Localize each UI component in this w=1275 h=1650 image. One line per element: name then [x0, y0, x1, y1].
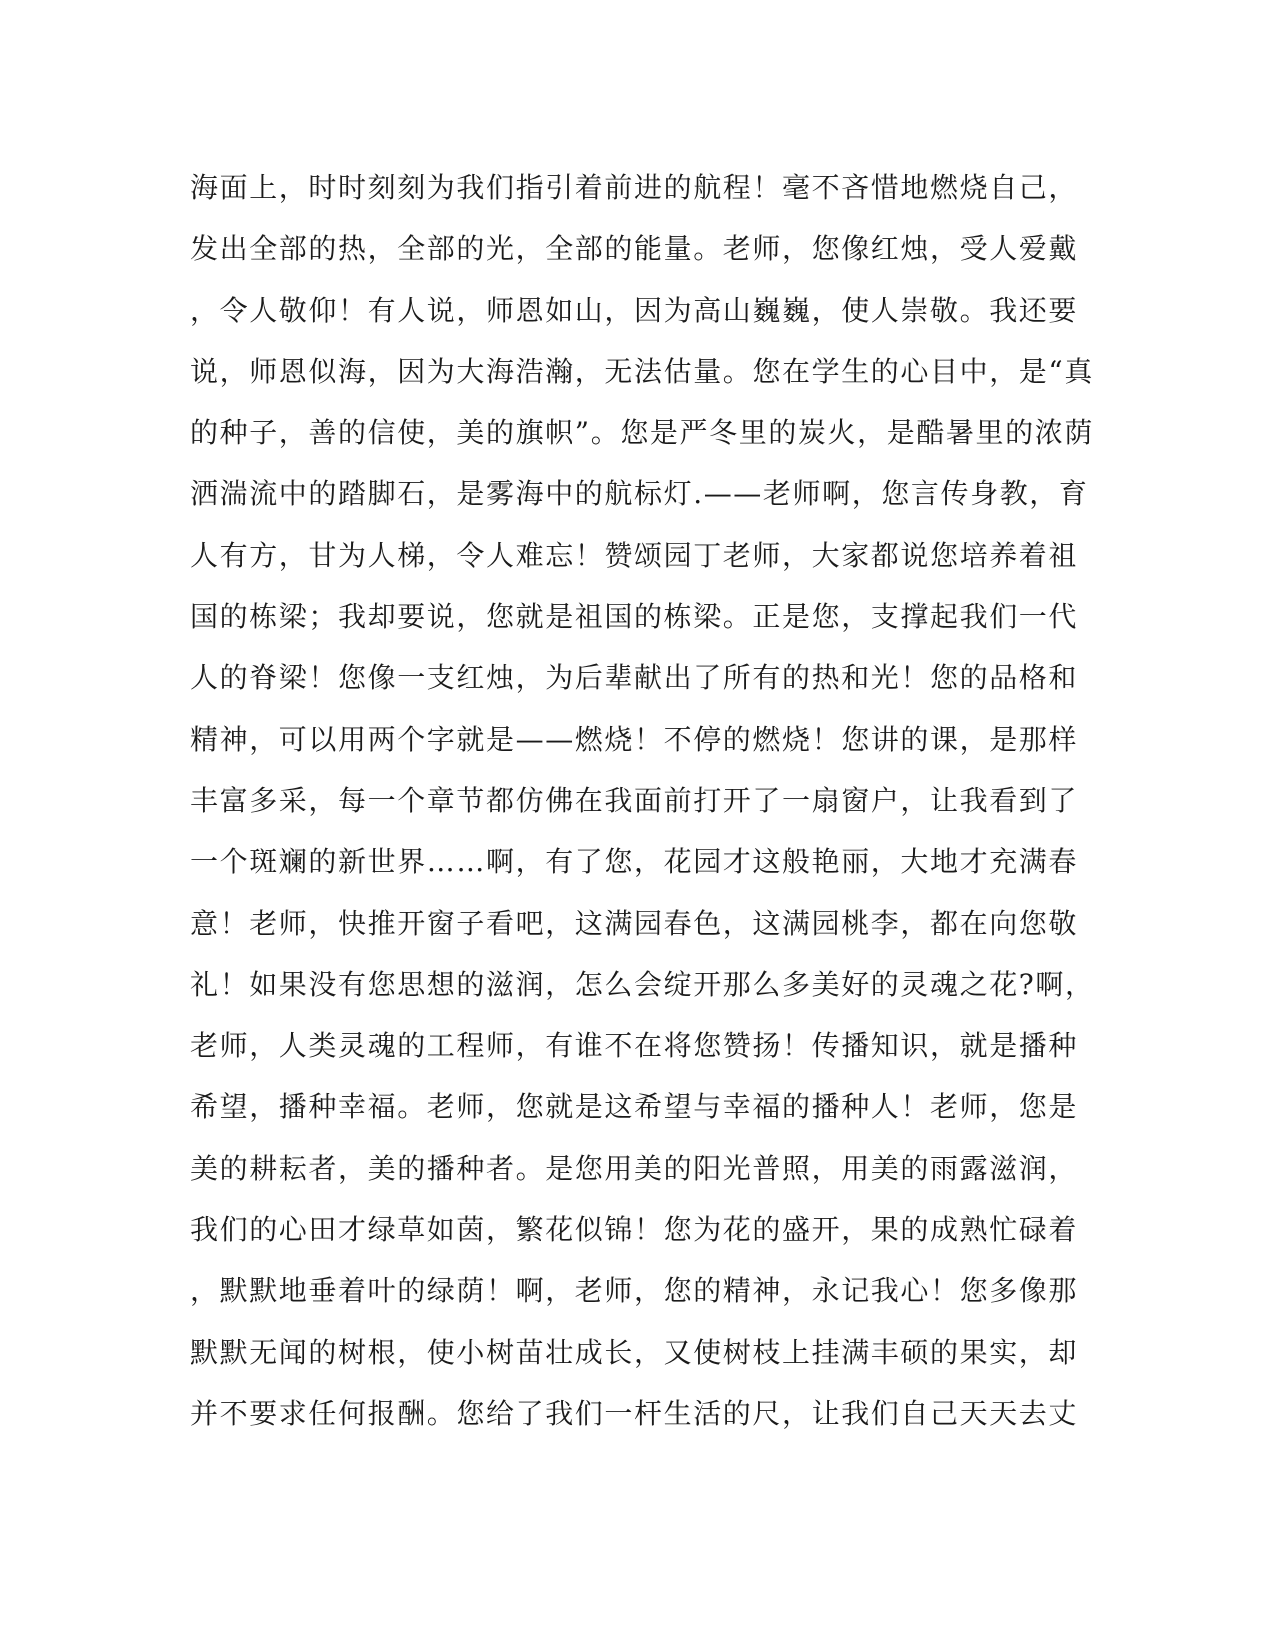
text-line-10: 精神，可以用两个字就是——燃烧！不停的燃烧！您讲的课，是那样	[190, 722, 1079, 756]
text-line-6: 洒湍流中的踏脚石，是雾海中的航标灯.——老师啊，您言传身教，育	[190, 477, 1089, 511]
text-line-9: 人的脊梁！您像一支红烛，为后辈献出了所有的热和光！您的品格和	[190, 661, 1079, 695]
text-line-14: 礼！如果没有您思想的滋润，怎么会绽开那么多美好的灵魂之花?啊，	[190, 967, 1095, 1001]
text-line-19: ，默默地垂着叶的绿荫！啊，老师，您的精神，永记我心！您多像那	[190, 1274, 1079, 1308]
text-line-12: 一个斑斓的新世界……啊，有了您，花园才这般艳丽，大地才充满春	[190, 845, 1079, 879]
text-line-20: 默默无闻的树根，使小树苗壮成长，又使树枝上挂满丰硕的果实，却	[190, 1335, 1079, 1369]
body-text	[190, 168, 1095, 1455]
text-line-2: 发出全部的热，全部的光，全部的能量。老师，您像红烛，受人爱戴	[190, 232, 1079, 266]
text-line-8: 国的栋梁；我却要说，您就是祖国的栋梁。正是您，支撑起我们一代	[190, 600, 1079, 634]
text-line-21: 并不要求任何报酬。您给了我们一杆生活的尺，让我们自己天天去丈	[190, 1396, 1079, 1430]
text-line-4: 说，师恩似海，因为大海浩瀚，无法估量。您在学生的心目中，是“真	[190, 354, 1094, 388]
text-line-1: 海面上，时时刻刻为我们指引着前进的航程！毫不吝惜地燃烧自己，	[190, 171, 1079, 204]
text-line-18: 我们的心田才绿草如茵，繁花似锦！您为花的盛开，果的成熟忙碌着	[190, 1213, 1079, 1247]
text-line-7: 人有方，甘为人梯，令人难忘！赞颂园丁老师，大家都说您培养着祖	[190, 538, 1079, 572]
text-line-16: 希望，播种幸福。老师，您就是这希望与幸福的播种人！老师，您是	[190, 1090, 1079, 1124]
text-line-13: 意！老师，快推开窗子看吧，这满园春色，这满园桃李，都在向您敬	[190, 906, 1079, 940]
text-line-3: ，令人敬仰！有人说，师恩如山，因为高山巍巍，使人崇敬。我还要	[190, 293, 1079, 327]
text-line-15: 老师，人类灵魂的工程师，有谁不在将您赞扬！传播知识，就是播种	[190, 1029, 1079, 1063]
text-line-11: 丰富多采，每一个章节都仿佛在我面前打开了一扇窗户，让我看到了	[190, 783, 1079, 817]
text-line-17: 美的耕耘者，美的播种者。是您用美的阳光普照，用美的雨露滋润，	[190, 1151, 1079, 1185]
text-line-5: 的种子，善的信使，美的旗帜”。您是严冬里的炭火，是酷暑里的浓荫	[190, 416, 1094, 450]
